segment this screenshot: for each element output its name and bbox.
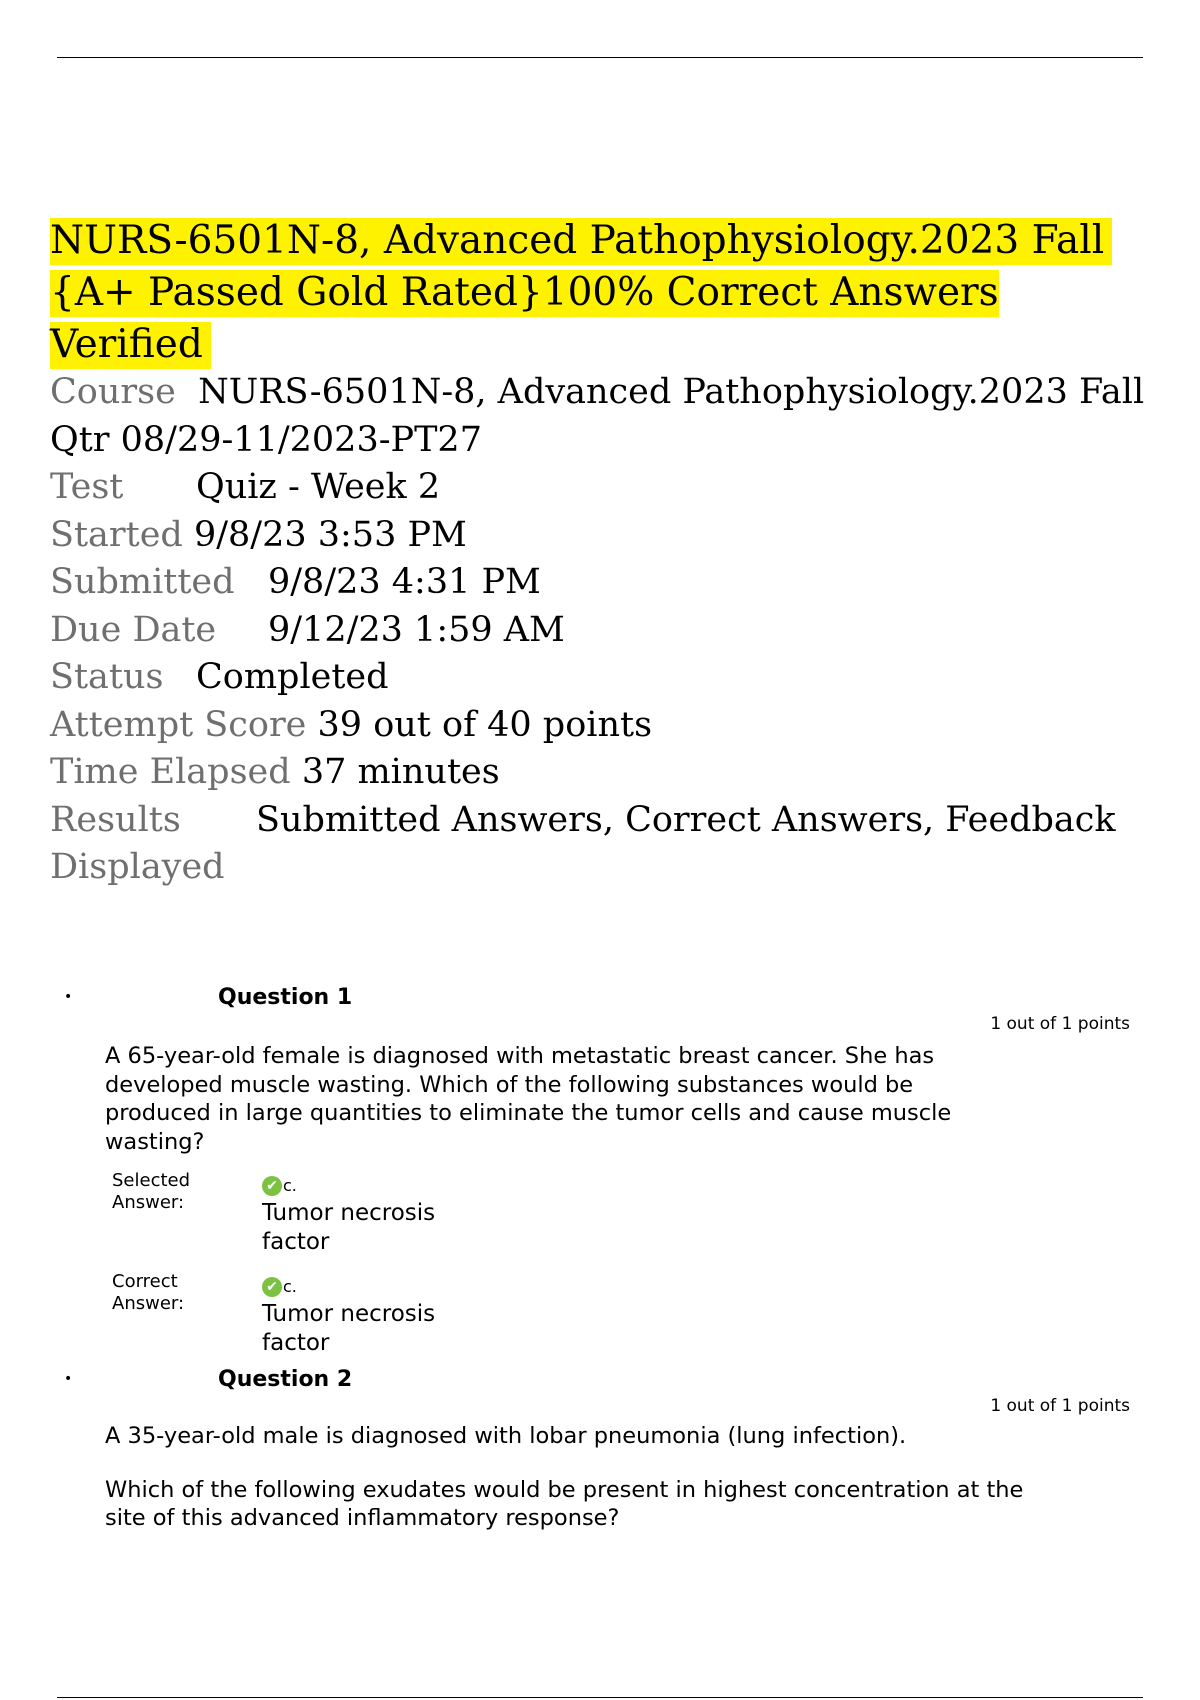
question-title: Question 2 <box>218 1367 353 1392</box>
time-elapsed-label: Time Elapsed <box>50 752 291 792</box>
question-text <box>105 1422 1025 1533</box>
correct-answer-marker <box>262 1274 502 1300</box>
title-line-1: NURS-6501N-8, Advanced Pathophysiology.2023 Fall <box>50 218 1112 265</box>
status-value: Completed <box>196 657 389 697</box>
bottom-rule <box>57 1697 1143 1698</box>
top-rule <box>57 57 1143 58</box>
list-bullet: • <box>64 989 73 1005</box>
question-title: Question 1 <box>218 985 353 1010</box>
results-label: Results Displayed <box>50 799 225 887</box>
attempt-details <box>50 369 1150 892</box>
selected-answer-letter: c. <box>283 1175 297 1195</box>
due-date-label: Due Date <box>50 609 217 650</box>
correct-answer-letter: c. <box>283 1276 297 1296</box>
question-points: 1 out of 1 points <box>990 1014 1130 1034</box>
submitted-row <box>50 559 1150 607</box>
correct-answer-text: Tumor necrosis factor <box>262 1301 436 1356</box>
course-value: NURS-6501N-8, Advanced Pathophysiology.2023 Fall Qtr 08/29-11/2023-PT27 <box>50 372 1145 460</box>
submitted-value: 9/8/23 4:31 PM <box>268 562 541 602</box>
started-label: Started <box>50 514 183 555</box>
check-circle-icon: ✔ <box>262 1176 282 1196</box>
document-title <box>50 215 1150 371</box>
started-value: 9/8/23 3:53 PM <box>193 514 467 555</box>
selected-answer-marker <box>262 1173 502 1199</box>
attempt-score-row <box>50 702 1150 750</box>
results-value: Submitted Answers, Correct Answers, Feedback <box>256 799 1116 840</box>
selected-answer-text: Tumor necrosis factor <box>262 1200 436 1255</box>
status-label: Status <box>50 657 164 697</box>
question-text-paragraph: A 35-year-old male is diagnosed with lobar pneumonia (lung infection). <box>105 1423 907 1449</box>
test-value: Quiz - Week 2 <box>196 467 441 507</box>
correct-answer-label: Correct Answer: <box>112 1271 185 1314</box>
course-row <box>50 369 1150 464</box>
due-date-row <box>50 607 1150 655</box>
question-points: 1 out of 1 points <box>990 1396 1130 1416</box>
time-elapsed-value: 37 minutes <box>301 752 500 792</box>
selected-answer <box>262 1173 502 1256</box>
title-line-2: {A+ Passed Gold Rated}100% Correct Answers Verified <box>50 270 999 367</box>
question-text-paragraph: A 65-year-old female is diagnosed with metastatic breast cancer. She has developed muscle wasting. Which of the following substances would be produced in large quantities to eliminate the tumor cells and cause muscle wasting? <box>105 1043 952 1155</box>
correct-answer <box>262 1274 502 1357</box>
question-text <box>105 1042 1025 1156</box>
started-row <box>50 512 1150 560</box>
submitted-label: Submitted <box>50 562 235 602</box>
question-text-paragraph: Which of the following exudates would be present in highest concentration at the site of this advanced inflammatory response? <box>105 1476 1024 1531</box>
course-label: Course <box>50 372 176 412</box>
status-row <box>50 654 1150 702</box>
attempt-score-value: 39 out of 40 points <box>317 704 653 745</box>
attempt-score-label: Attempt Score <box>50 704 307 745</box>
test-label: Test <box>50 467 124 507</box>
list-bullet: • <box>64 1371 73 1387</box>
results-row <box>50 797 1150 892</box>
time-elapsed-row <box>50 749 1150 797</box>
due-date-value: 9/12/23 1:59 AM <box>268 609 565 650</box>
test-row <box>50 464 1150 512</box>
check-circle-icon: ✔ <box>262 1277 282 1297</box>
selected-answer-label: Selected Answer: <box>112 1170 191 1213</box>
